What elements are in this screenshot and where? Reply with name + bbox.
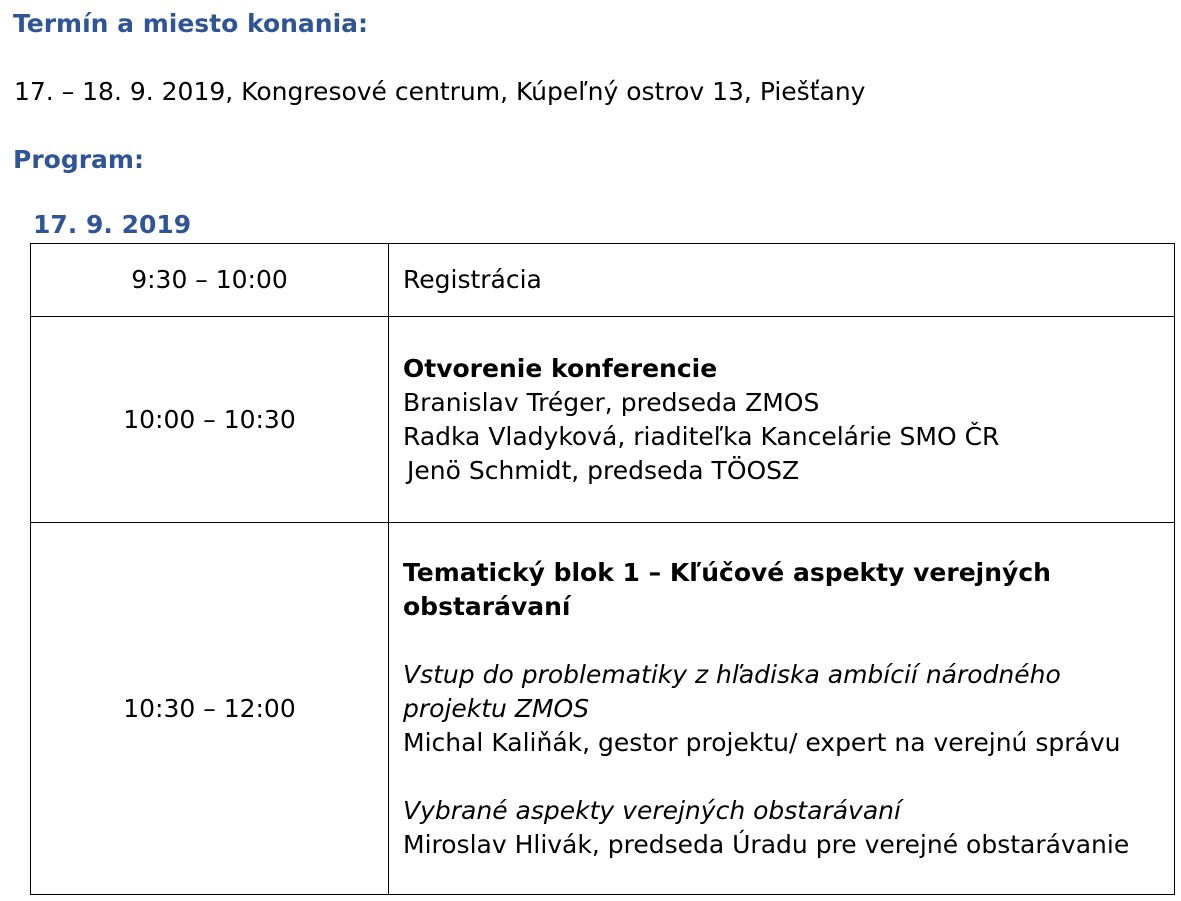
table-row — [31, 244, 1175, 317]
venue-heading: Termín a miesto konania: — [13, 9, 369, 38]
program-table — [30, 243, 1175, 895]
talk-topic: Vstup do problematiky z hľadiska ambícií národného projektu ZMOS — [403, 659, 1061, 723]
venue-text: 17. – 18. 9. 2019, Kongresové centrum, Kúpeľný ostrov 13, Piešťany — [14, 77, 866, 106]
talk-speaker: Miroslav Hlivák, predseda Úradu pre verejné obstarávanie — [403, 829, 1130, 859]
session-title: Tematický blok 1 – Kľúčové aspekty verejných obstarávaní — [403, 557, 1051, 621]
table-row — [31, 523, 1175, 895]
session-title: Registrácia — [403, 265, 542, 294]
session-cell — [389, 244, 1175, 317]
program-heading: Program: — [13, 145, 144, 174]
session-title: Otvorenie konferencie — [403, 353, 718, 383]
time-cell: 10:30 – 12:00 — [31, 523, 389, 895]
speaker-line: Radka Vladyková, riaditeľka Kancelárie SMO ČR — [403, 421, 1000, 451]
speaker-line: Jenö Schmidt, predseda TÖOSZ — [407, 455, 800, 485]
talk-topic: Vybrané aspekty verejných obstarávaní — [403, 795, 901, 825]
time-cell: 9:30 – 10:00 — [31, 244, 389, 317]
speaker-line: Branislav Tréger, predseda ZMOS — [403, 387, 820, 417]
time-cell: 10:00 – 10:30 — [31, 317, 389, 523]
talk-speaker: Michal Kaliňák, gestor projektu/ expert na verejnú správu — [403, 727, 1121, 757]
table-row — [31, 317, 1175, 523]
session-cell — [389, 523, 1175, 895]
session-cell — [389, 317, 1175, 523]
spacer — [403, 760, 1162, 794]
spacer — [403, 624, 1162, 658]
day-date-heading: 17. 9. 2019 — [33, 210, 192, 239]
